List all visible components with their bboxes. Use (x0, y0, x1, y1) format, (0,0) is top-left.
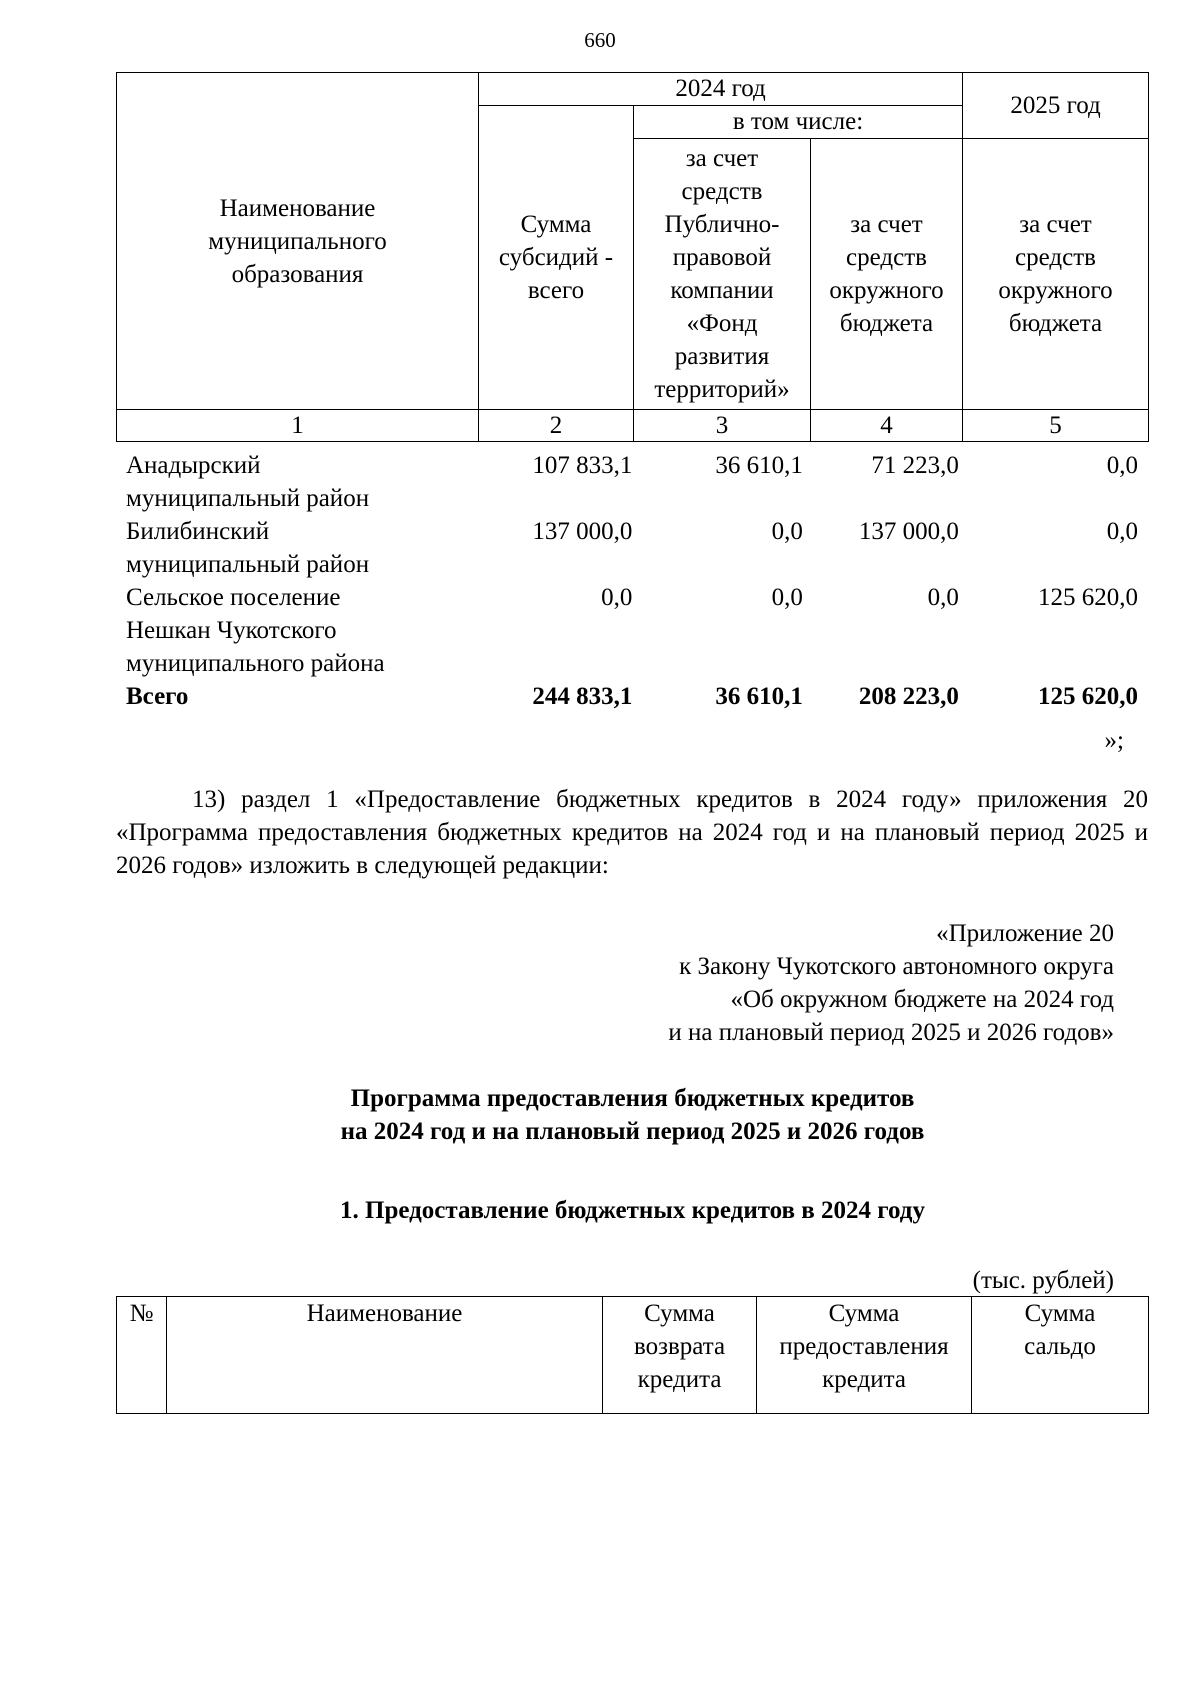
column-number: 1 (117, 410, 479, 442)
table-row: Анадырский муниципальный район 107 833,1 36 610,1 71 223,0 0,0 (126, 452, 1138, 512)
header-subsidy-total: Сумма субсидий - всего (479, 106, 634, 410)
header-repayment: Сумма возврата кредита (603, 1297, 757, 1414)
header-year-2024: 2024 год (479, 73, 963, 106)
amendment-paragraph: 13) раздел 1 «Предоставление бюджетных кредитов в 2024 году» приложения 20 «Программа предоставления бюджетных кредитов на 2024 год и на плановый период 2025 и 2026 годов» изложить в следующей редакции: (116, 786, 1148, 879)
credits-table (116, 1296, 1149, 1414)
column-number: 4 (811, 410, 963, 442)
closing-quote: »; (1104, 727, 1124, 754)
header-provision: Сумма предоставления кредита (757, 1297, 972, 1414)
annex-reference: «Приложение 20 к Закону Чукотского автономного округа «Об окружном бюджете на 2024 год и на плановый период 2025 и 2026 годов» (668, 920, 1114, 1046)
header-name: Наименование (167, 1297, 603, 1414)
header-district-budget-2025: за счет средств окружного бюджета (963, 139, 1149, 410)
subsidy-table-header (116, 72, 1149, 442)
column-number: 3 (634, 410, 811, 442)
header-balance: Сумма сальдо (972, 1297, 1149, 1414)
total-row: Всего 244 833,1 36 610,1 208 223,0 125 620,0 (126, 683, 1138, 710)
column-numbers-row (117, 410, 1149, 442)
units-label: (тыс. рублей) (972, 1267, 1114, 1294)
header-fund-source: за счет средств Публично- правовой компании «Фонд развития территорий» (634, 139, 811, 410)
header-number: № (117, 1297, 167, 1414)
table-row: Билибинский муниципальный район 137 000,0 0,0 137 000,0 0,0 (126, 518, 1138, 578)
column-number: 2 (479, 410, 634, 442)
header-district-budget-2024: за счет средств окружного бюджета (811, 139, 963, 410)
header-municipality: Наименование муниципального образования (117, 73, 479, 410)
program-title: Программа предоставления бюджетных кредитов на 2024 год и на плановый период 2025 и 2026 годов (340, 1085, 925, 1145)
subsidy-table-body (116, 449, 1148, 713)
header-year-2025: 2025 год (963, 73, 1149, 139)
section-heading: 1. Предоставление бюджетных кредитов в 2024 году (340, 1197, 925, 1224)
header-including: в том числе: (634, 106, 963, 139)
column-number: 5 (963, 410, 1149, 442)
table-row: Сельское поселение Нешкан Чукотского муниципального района 0,0 0,0 0,0 125 620,0 (126, 584, 1138, 677)
page-number: 660 (584, 28, 616, 52)
